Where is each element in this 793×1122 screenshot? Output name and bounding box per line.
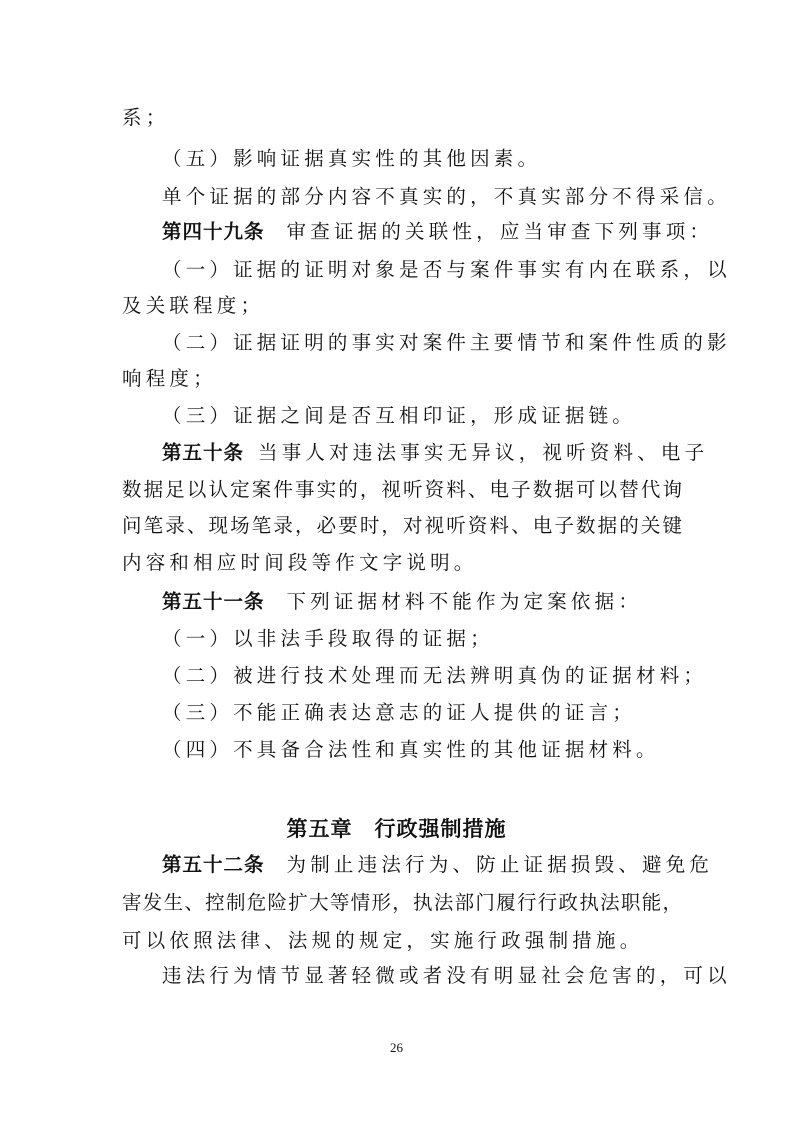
text-line: （四）不具备合法性和真实性的其他证据材料。 xyxy=(162,738,660,761)
text-line: 害发生、控制危险扩大等情形，执法部门履行行政执法职能， xyxy=(122,891,682,914)
text-line: 单个证据的部分内容不真实的，不真实部分不得采信。 xyxy=(162,185,731,208)
text-line: 系； xyxy=(122,106,170,129)
text-line: （三）不能正确表达意志的证人提供的证言； xyxy=(162,701,637,724)
article-51-heading: 第五十一条 xyxy=(162,590,265,613)
article-52-line: 第五十二条 为制止违法行为、防止证据损毁、避免危 xyxy=(162,853,714,876)
article-49-line: 第四十九条 审查证据的关联性，应当审查下列事项： xyxy=(162,220,714,243)
text-line: （一）以非法手段取得的证据； xyxy=(162,627,494,650)
text-line: （二）被进行技术处理而无法辨明真伪的证据材料； xyxy=(162,664,708,687)
chapter-heading xyxy=(0,815,793,843)
text-line: （五）影响证据真实性的其他因素。 xyxy=(162,147,542,170)
text-line: 问笔录、现场笔录，必要时，对视听资料、电子数据的关键 xyxy=(122,514,682,537)
chapter-title: 行政强制措施 xyxy=(374,817,507,841)
text-line: （二）证据证明的事实对案件主要情节和案件性质的影 xyxy=(162,331,731,354)
text-line: 可以依照法律、法规的规定，实施行政强制措施。 xyxy=(122,929,644,952)
text-line: 违法行为情节显著轻微或者没有明显社会危害的，可以 xyxy=(162,964,731,987)
article-50-heading: 第五十条 xyxy=(162,441,245,464)
page-number: 26 xyxy=(390,1040,403,1055)
article-50-line: 第五十条 当事人对违法事实无异议，视听资料、电子 xyxy=(162,441,709,464)
text-line: （三）证据之间是否互相印证，形成证据链。 xyxy=(162,404,637,427)
text-line: （一）证据的证明对象是否与案件事实有内在联系，以 xyxy=(162,258,731,281)
text-line: 响程度； xyxy=(122,367,217,390)
article-51-line: 第五十一条 下列证据材料不能作为定案依据： xyxy=(162,590,643,613)
text-line: 及关联程度； xyxy=(122,294,265,317)
text-line: 数据足以认定案件事实的，视听资料、电子数据可以替代询 xyxy=(122,478,682,501)
article-49-heading: 第四十九条 xyxy=(162,220,265,243)
chapter-number: 第五章 xyxy=(286,817,353,841)
article-52-heading: 第五十二条 xyxy=(162,853,265,876)
text-line: 内容和相应时间段等作文字说明。 xyxy=(122,551,478,574)
